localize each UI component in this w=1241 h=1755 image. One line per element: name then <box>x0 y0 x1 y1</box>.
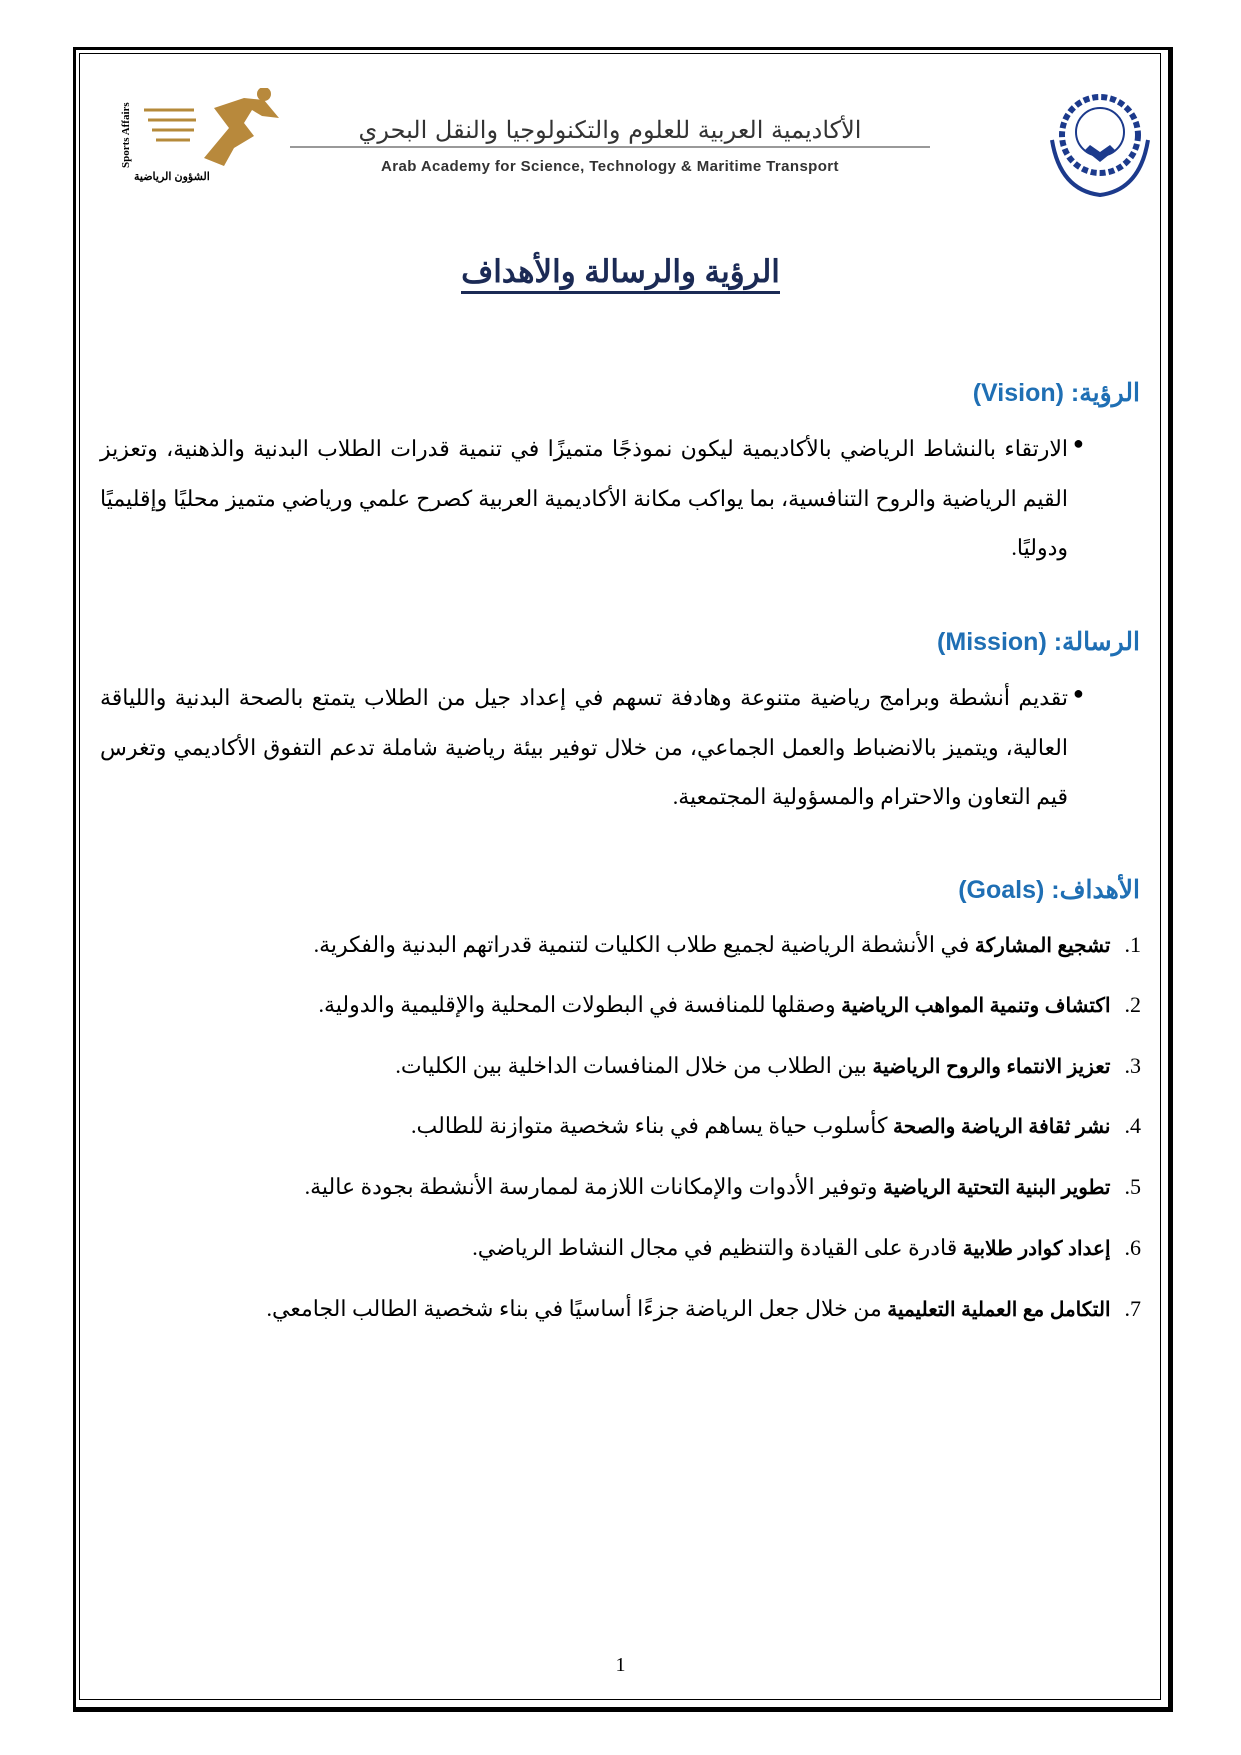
bullet-icon: ● <box>1073 683 1084 703</box>
goal-item: 1.تشجيع المشاركة في الأنشطة الرياضية لجميع طلاب الكليات لتنمية قدراتهم البدنية والفكرية. <box>313 932 1141 957</box>
goal-item: 5.تطوير البنية التحتية الرياضية وتوفير الأدوات والإمكانات اللازمة لممارسة الأنشطة بجودة عالية. <box>304 1174 1141 1199</box>
goal-item: 7.التكامل مع العملية التعليمية من خلال جعل الرياضة جزءًا أساسيًا في بناء شخصية الطالب الجامعي. <box>266 1296 1141 1321</box>
sports-affairs-logo <box>120 88 290 193</box>
goal-item: 3.تعزيز الانتماء والروح الرياضية بين الطلاب من خلال المنافسات الداخلية بين الكليات. <box>395 1053 1141 1078</box>
sports-logo-en: Sports Affairs <box>120 102 132 168</box>
page-number: 1 <box>615 1654 626 1676</box>
mission-text: تقديم أنشطة وبرامج رياضية متنوعة وهادفة تسهم في إعداد جيل من الطلاب يتمتع بالصحة البدنية واللياقة العالية، ويتميز بالانضباط والعمل الجماعي، من خلال توفير بيئة رياضية شاملة تدعم التفوق الأكاديمي وتغرس قيم التعاون والاحترام والمسؤولية المجتمعية. <box>100 685 1068 809</box>
letterhead <box>110 88 1150 198</box>
page-title: الرؤية والرسالة والأهداف <box>0 254 1241 290</box>
goal-item: 6.إعداد كوادر طلابية قادرة على القيادة والتنظيم في مجال النشاط الرياضي. <box>472 1235 1141 1260</box>
goal-item: 2.اكتشاف وتنمية المواهب الرياضية وصقلها للمنافسة في البطولات المحلية والإقليمية والدولية. <box>318 992 1141 1017</box>
vision-text: الارتقاء بالنشاط الرياضي بالأكاديمية ليكون نموذجًا متميزًا في تنمية قدرات الطلاب البدنية والذهنية، وتعزيز القيم الرياضية والروح التنافسية، بما يواكب مكانة الأكاديمية العربية كصرح علمي ورياضي متميز محليًا وإقليميًا ودوليًا. <box>100 436 1068 560</box>
sports-logo-ar: الشؤون الرياضية <box>134 171 210 183</box>
academy-name-ar: الأكاديمية العربية للعلوم والتكنولوجيا والنقل البحري <box>290 116 930 148</box>
goals-heading: الأهداف: (Goals) <box>958 876 1140 904</box>
runner-icon <box>134 88 304 168</box>
goal-item: 4.نشر ثقافة الرياضة والصحة كأسلوب حياة يساهم في بناء شخصية متوازنة للطالب. <box>411 1113 1141 1138</box>
academy-name-en: Arab Academy for Science, Technology & Maritime Transport <box>381 158 839 175</box>
bullet-icon: ● <box>1073 433 1084 453</box>
academy-seal-logo <box>1040 90 1150 200</box>
vision-heading: الرؤية: (Vision) <box>972 379 1140 407</box>
mission-heading: الرسالة: (Mission) <box>937 628 1140 656</box>
seal-icon <box>1040 90 1150 200</box>
